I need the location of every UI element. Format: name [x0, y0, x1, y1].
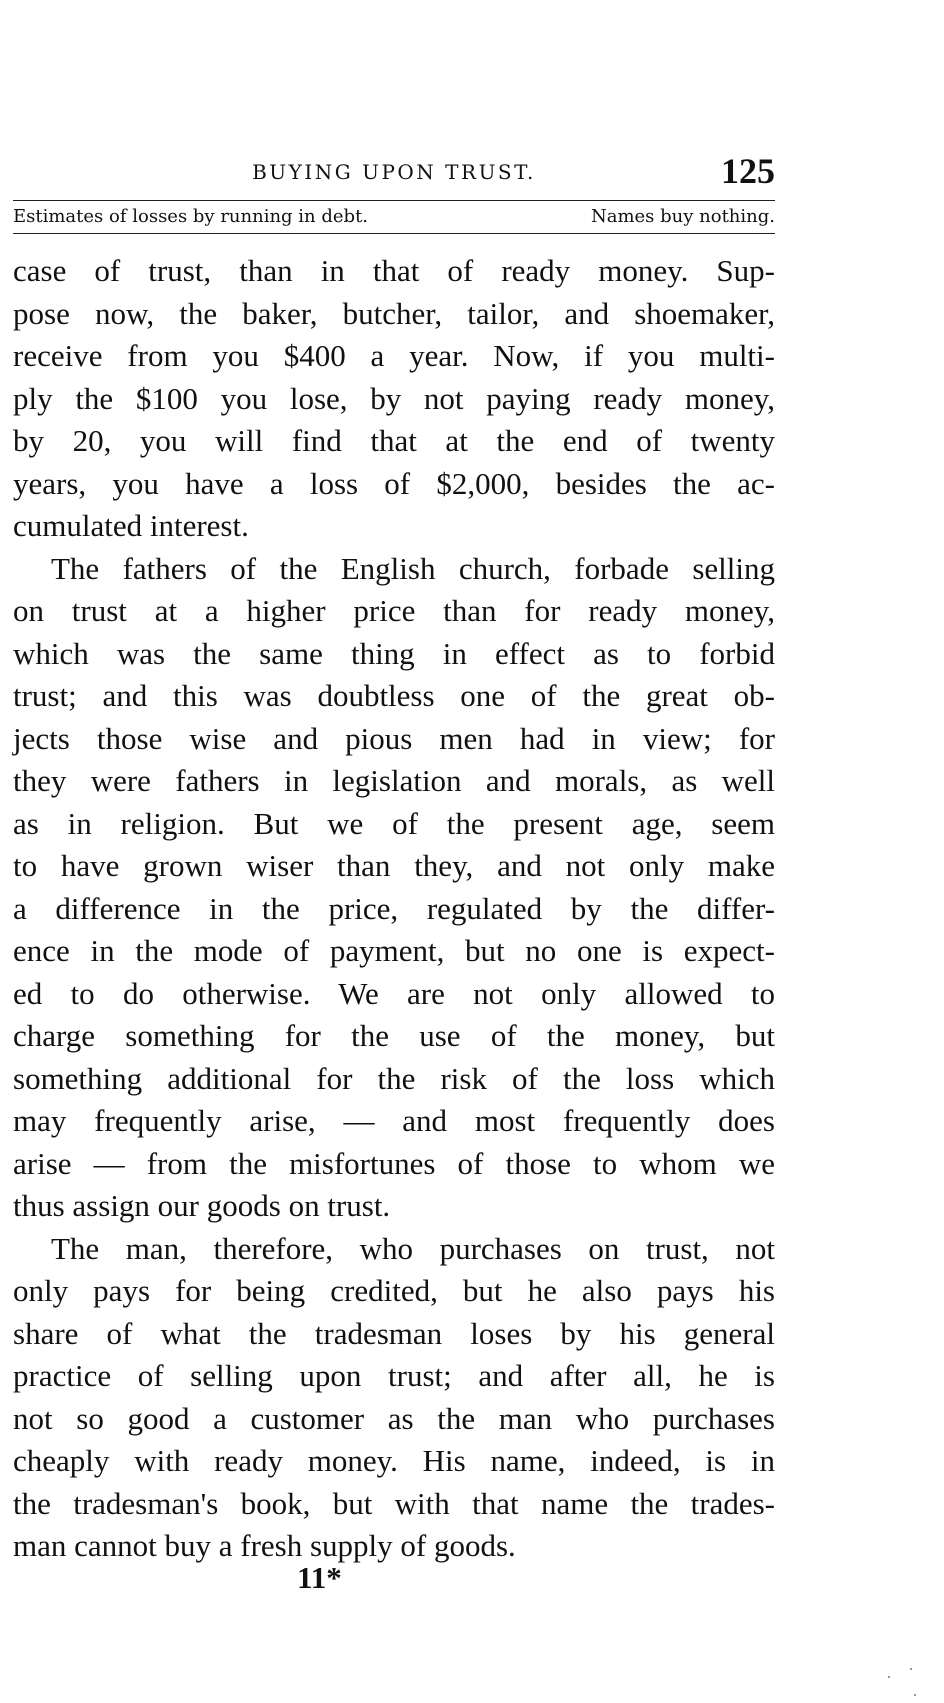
marginal-subhead: [13, 206, 775, 230]
header-rule-bottom: [13, 233, 775, 234]
text-line: cumulated interest.: [13, 508, 249, 543]
text-line: on trust at a higher price than for ready money,: [13, 593, 775, 628]
header-rule-top: [13, 200, 775, 201]
text-line: years, you have a loss of $2,000, besides the ac-: [13, 465, 775, 501]
body-text: [13, 250, 775, 1568]
text-line: thus assign our goods on trust.: [13, 1188, 391, 1223]
text-line: The fathers of the English church, forbade selling: [51, 550, 775, 586]
paper-speck: [914, 1694, 916, 1696]
text-line: as in religion. But we of the present age, seem: [13, 805, 775, 841]
text-line: cheaply with ready money. His name, indeed, is in: [13, 1443, 775, 1478]
text-line: The man, therefore, who purchases on trust, not: [51, 1230, 775, 1266]
text-line: share of what the tradesman loses by his general: [13, 1315, 775, 1351]
text-line: only pays for being credited, but he also pays his: [13, 1273, 775, 1308]
text-line: ence in the mode of payment, but no one is expect-: [13, 933, 775, 968]
text-line: man cannot buy a fresh supply of goods.: [13, 1528, 516, 1563]
text-line: a difference in the price, regulated by the differ-: [13, 890, 775, 926]
text-line: arise — from the misfortunes of those to whom we: [13, 1145, 775, 1181]
text-line: ply the $100 you lose, by not paying ready money,: [13, 380, 775, 416]
text-line: the tradesman's book, but with that name the trades-: [13, 1485, 775, 1521]
text-line: which was the same thing in effect as to forbid: [13, 635, 775, 671]
text-line: they were fathers in legislation and morals, as well: [13, 763, 775, 798]
text-line: something additional for the risk of the loss which: [13, 1060, 775, 1096]
subhead-right: Names buy nothing.: [590, 206, 775, 227]
text-line: pose now, the baker, butcher, tailor, and shoemaker,: [13, 295, 775, 331]
paper-speck: [910, 1668, 912, 1670]
text-line: jects those wise and pious men had in view; for: [13, 720, 775, 756]
subhead-left: Estimates of losses by running in debt.: [13, 206, 369, 227]
signature-mark: 11*: [297, 1560, 342, 1595]
paper-speck: [888, 1676, 890, 1678]
text-line: charge something for the use of the money, but: [13, 1018, 775, 1053]
text-line: trust; and this was doubtless one of the great ob-: [13, 678, 775, 713]
running-title: BUYING UPON TRUST.: [252, 160, 536, 184]
text-line: receive from you $400 a year. Now, if you multi-: [13, 338, 775, 373]
text-line: case of trust, than in that of ready money. Sup-: [13, 253, 775, 288]
text-line: by 20, you will find that at the end of twenty: [13, 423, 775, 458]
running-head: [13, 150, 775, 190]
text-line: may frequently arise, — and most frequently does: [13, 1103, 775, 1138]
text-line: ed to do otherwise. We are not only allowed to: [13, 975, 775, 1011]
text-line: to have grown wiser than they, and not only make: [13, 848, 775, 883]
text-line: practice of selling upon trust; and after all, he is: [13, 1358, 775, 1393]
page-number: 125: [721, 151, 775, 191]
text-line: not so good a customer as the man who purchases: [13, 1400, 775, 1436]
